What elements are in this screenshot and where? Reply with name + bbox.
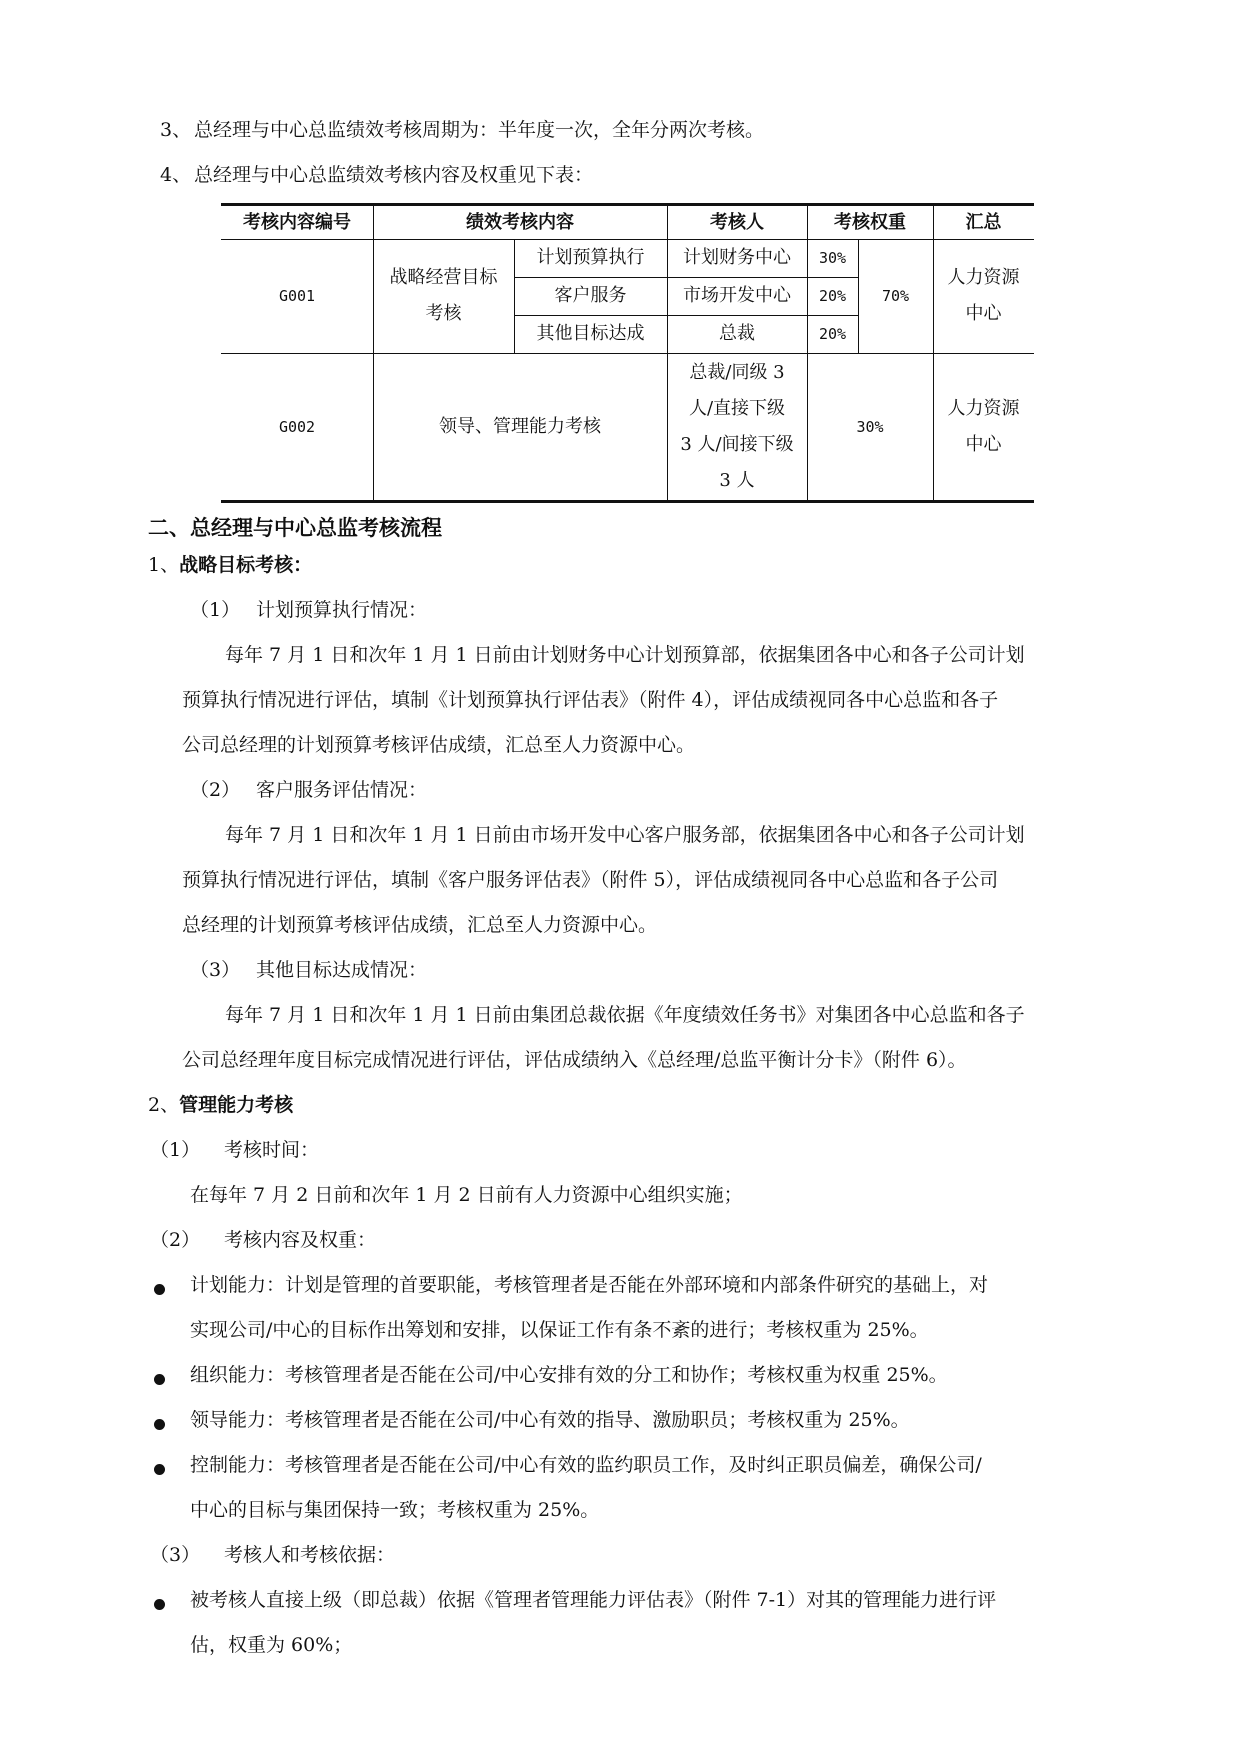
bullet-icon	[154, 1374, 165, 1385]
row2-summary-line2: 中心	[965, 433, 1002, 455]
sub2-title: 管理能力考核	[179, 1094, 294, 1116]
sub1-p2-line1: 每年 7 月 1 日和次年 1 月 1 日前由市场开发中心客户服务部，依据集团各中心和各子公司计划	[225, 824, 1025, 846]
bullet-icon	[154, 1284, 165, 1295]
item-4-text: 总经理与中心总监绩效考核内容及权重见下表：	[194, 164, 594, 186]
sub1-p3-title: 其他目标达成情况：	[256, 959, 428, 981]
bullet-planning-line2: 实现公司/中心的目标作出筹划和安排，以保证工作有条不紊的进行；考核权重为 25%。	[190, 1319, 929, 1341]
sub1-p2-line2: 预算执行情况进行评估，填制《客户服务评估表》（附件 5），评估成绩视同各中心总监和各子公司	[182, 869, 999, 891]
sub1-p3-heading	[190, 958, 427, 982]
sub1-number: 1、	[148, 554, 180, 576]
row1-sub3-content: 其他目标达成	[536, 323, 645, 344]
item-4	[160, 163, 593, 187]
row1-summary-line1: 人力资源	[947, 267, 1020, 288]
sub1-p1-heading	[190, 598, 427, 622]
row1-code: G001	[278, 287, 316, 305]
row1-summary-line2: 中心	[965, 303, 1002, 324]
bullet-icon	[154, 1599, 165, 1610]
sub1-title: 战略目标考核：	[179, 554, 313, 576]
row2-assessor	[667, 353, 807, 500]
sub2-q1-number: （1）	[150, 1139, 201, 1161]
bullet-icon	[154, 1464, 165, 1475]
row1-category-line1: 战略经营目标	[389, 267, 498, 288]
sub2-number: 2、	[148, 1094, 180, 1116]
sub1-p3-line1: 每年 7 月 1 日和次年 1 月 1 日前由集团总裁依据《年度绩效任务书》对集团各中心总监和各子	[225, 1004, 1025, 1026]
sub2-q1-title: 考核时间：	[224, 1139, 320, 1161]
row1-sub3-assessor: 总裁	[719, 323, 755, 344]
sub1-p1-line1: 每年 7 月 1 日和次年 1 月 1 日前由计划财务中心计划预算部，依据集团各中心和各子公司计划	[225, 644, 1025, 666]
row1-sub1-content: 计划预算执行	[536, 247, 645, 268]
row1-sub2-weight: 20%	[818, 287, 847, 305]
bullet-assessor-line2: 估，权重为 60%；	[190, 1634, 353, 1656]
row2-summary-line1: 人力资源	[947, 397, 1020, 419]
item-4-number: 4、	[160, 164, 192, 186]
bullet-assessor-line1: 被考核人直接上级（即总裁）依据《管理者管理能力评估表》（附件 7-1）对其的管理能力进行评	[190, 1589, 997, 1611]
row2-assessor-line4: 3 人	[719, 469, 755, 491]
row1-sub1-weight: 30%	[818, 249, 847, 267]
header-code: 考核内容编号	[243, 211, 351, 233]
sub1-p1-number: （1）	[190, 599, 241, 621]
sub1-p1-line3: 公司总经理的计划预算考核评估成绩，汇总至人力资源中心。	[182, 734, 696, 756]
sub1-p2-number: （2）	[190, 779, 241, 801]
item-3-text: 总经理与中心总监绩效考核周期为：半年度一次，全年分两次考核。	[194, 119, 765, 141]
row2-assessor-line2: 人/直接下级	[688, 397, 786, 419]
bullet-icon	[154, 1419, 165, 1430]
header-summary: 汇总	[965, 211, 1002, 233]
row1-sub2-content: 客户服务	[554, 285, 627, 306]
sub1-p3-line2: 公司总经理年度目标完成情况进行评估，评估成绩纳入《总经理/总监平衡计分卡》（附件 6）。	[182, 1049, 967, 1071]
sub1-p2-title: 客户服务评估情况：	[256, 779, 428, 801]
sub2-q1-heading	[150, 1138, 319, 1162]
sub1-p2-line3: 总经理的计划预算考核评估成绩，汇总至人力资源中心。	[182, 914, 658, 936]
bullet-leading-line1: 领导能力：考核管理者是否能在公司/中心有效的指导、激励职员；考核权重为 25%。	[190, 1409, 910, 1431]
row2-assessor-line3: 3 人/间接下级	[680, 433, 794, 455]
sub2-q3-heading	[150, 1543, 395, 1567]
sub2-q3-title: 考核人和考核依据：	[224, 1544, 396, 1566]
header-assessor: 考核人	[710, 211, 764, 233]
row1-category	[373, 239, 514, 353]
row1-total-weight: 70%	[881, 287, 910, 305]
item-3	[160, 118, 764, 142]
assessment-table	[221, 203, 1034, 503]
bullet-planning-line1: 计划能力：计划是管理的首要职能，考核管理者是否能在外部环境和内部条件研究的基础上，对	[190, 1274, 989, 1296]
row2-summary	[933, 353, 1034, 500]
sub1-p1-line2: 预算执行情况进行评估，填制《计划预算执行评估表》（附件 4），评估成绩视同各中心总监和各子	[182, 689, 999, 711]
sub1-p2-heading	[190, 778, 427, 802]
section-2-title: 二、总经理与中心总监考核流程	[148, 516, 442, 540]
sub2-q2-number: （2）	[150, 1229, 201, 1251]
sub2-q2-heading	[150, 1228, 376, 1252]
sub2-q3-number: （3）	[150, 1544, 201, 1566]
sub2-q1-text: 在每年 7 月 2 日前和次年 1 月 2 日前有人力资源中心组织实施；	[190, 1184, 743, 1206]
sub1-p1-title: 计划预算执行情况：	[256, 599, 428, 621]
sub1-p3-number: （3）	[190, 959, 241, 981]
item-3-number: 3、	[160, 119, 192, 141]
header-weight: 考核权重	[834, 211, 906, 233]
header-content: 绩效考核内容	[466, 211, 574, 233]
row2-weight: 30%	[856, 417, 884, 436]
sub1-heading	[148, 553, 312, 577]
row2-code: G002	[278, 417, 316, 436]
bullet-control-line1: 控制能力：考核管理者是否能在公司/中心有效的监约职员工作，及时纠正职员偏差，确保公司/	[190, 1454, 982, 1476]
sub2-heading	[148, 1093, 293, 1117]
row1-category-line2: 考核	[425, 303, 462, 324]
row1-sub2-assessor: 市场开发中心	[683, 285, 791, 306]
sub2-q2-title: 考核内容及权重：	[224, 1229, 377, 1251]
row1-sub3-weight: 20%	[818, 325, 847, 343]
row1-sub1-assessor: 计划财务中心	[683, 247, 791, 268]
row2-assessor-line1: 总裁/同级 3	[689, 361, 785, 383]
row2-content: 领导、管理能力考核	[439, 415, 601, 437]
row1-summary	[933, 239, 1034, 353]
bullet-control-line2: 中心的目标与集团保持一致；考核权重为 25%。	[190, 1499, 600, 1521]
bullet-organizing-line1: 组织能力：考核管理者是否能在公司/中心安排有效的分工和协作；考核权重为权重 25%。	[190, 1364, 948, 1386]
